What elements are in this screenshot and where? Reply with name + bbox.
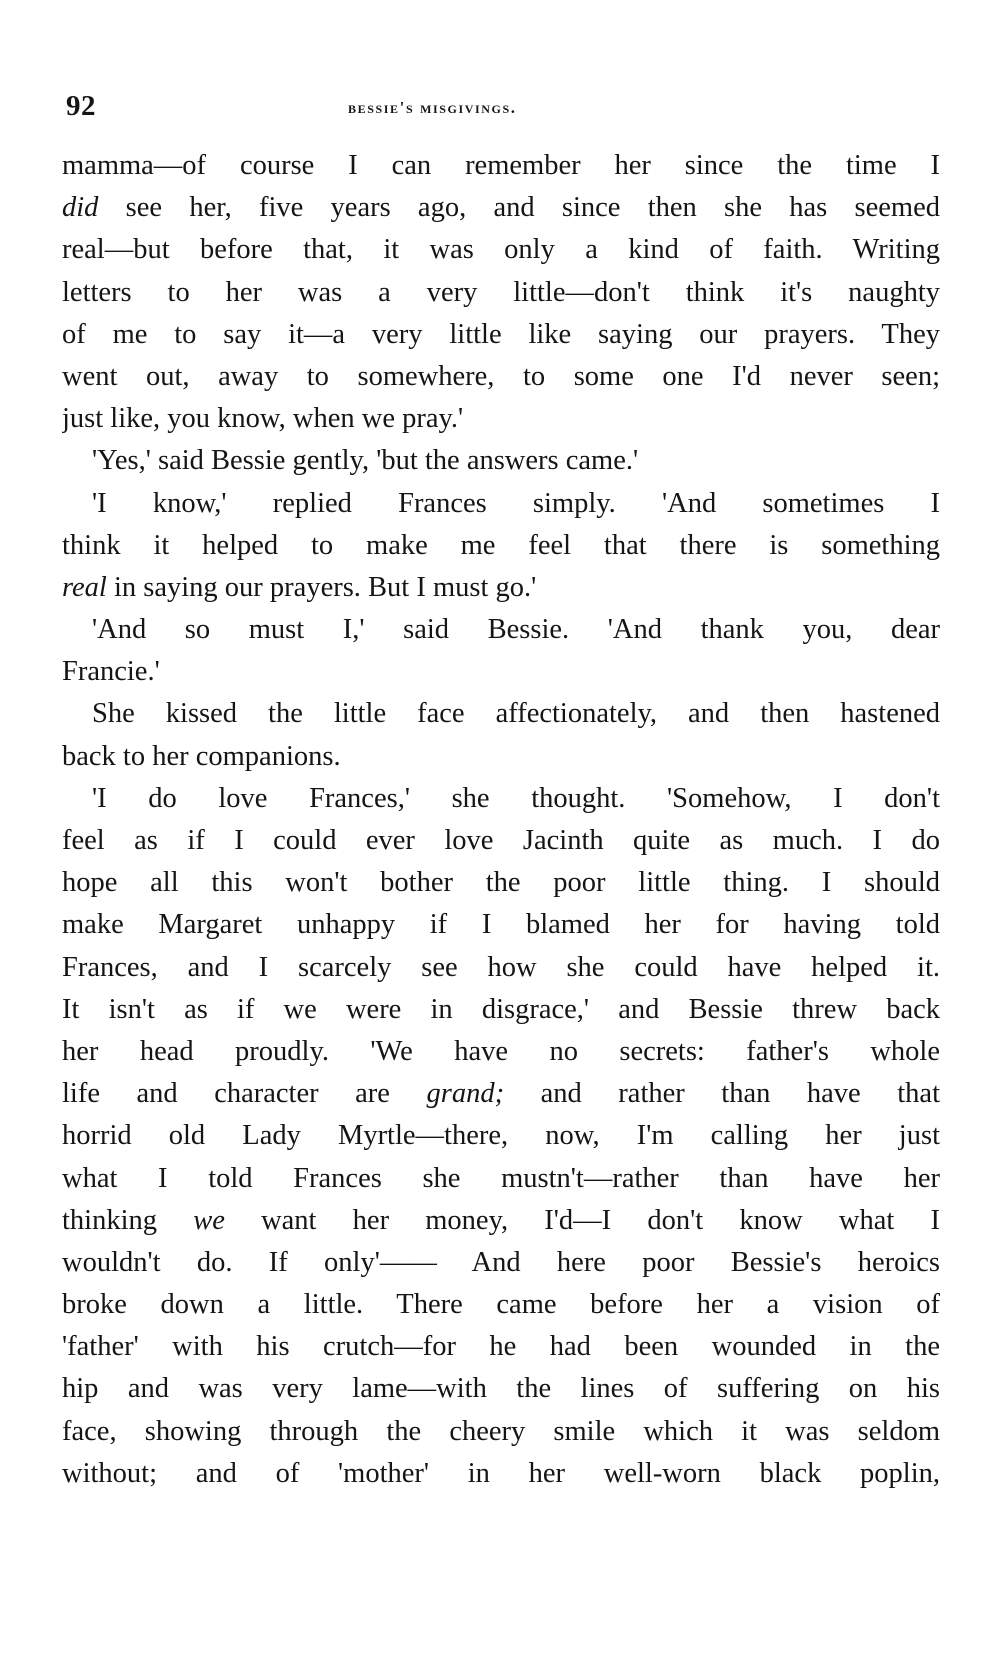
text-line <box>62 904 940 946</box>
text-line <box>62 862 940 904</box>
italic-text: grand; <box>426 1078 505 1110</box>
text-line <box>62 1073 940 1115</box>
text-line <box>62 1200 940 1242</box>
text-line <box>62 1411 940 1453</box>
text-segment: face, showing through the cheery smile which it was seldom <box>62 1415 940 1447</box>
text-segment: life and character are <box>62 1078 427 1110</box>
body-text <box>62 145 940 1495</box>
text-segment: of me to say it—a very little like saying our prayers. They <box>62 318 940 350</box>
text-line <box>62 483 940 525</box>
text-line <box>62 145 940 187</box>
text-segment: think it helped to make me feel that there is something <box>62 529 940 561</box>
page-number: 92 <box>66 90 96 122</box>
text-segment: see her, five years ago, and since then she has seemed <box>98 192 940 224</box>
text-line <box>62 609 940 651</box>
text-line <box>62 1453 940 1495</box>
text-line <box>62 1158 940 1200</box>
text-segment: 'father' with his crutch—for he had been wounded in the <box>62 1331 940 1363</box>
text-line <box>62 989 940 1031</box>
text-line <box>62 1284 940 1326</box>
text-line <box>62 1031 940 1073</box>
text-line <box>62 1326 940 1368</box>
text-segment: 'And so must I,' said Bessie. 'And thank you, dear <box>92 614 940 646</box>
text-segment: feel as if I could ever love Jacinth quite as much. I do <box>62 825 940 856</box>
text-segment: wouldn't do. If only'—— And here poor Bessie's heroics <box>62 1246 940 1278</box>
text-segment: her head proudly. 'We have no secrets: father's whole <box>62 1035 940 1067</box>
text-line <box>62 440 940 482</box>
text-segment: hope all this won't bother the poor little thing. I should <box>62 867 940 899</box>
text-segment: real—but before that, it was only a kind of faith. Writing <box>62 234 940 266</box>
text-line <box>62 398 940 440</box>
text-line <box>62 187 940 229</box>
text-line <box>62 356 940 398</box>
text-line <box>62 272 940 314</box>
italic-text: we <box>193 1204 225 1236</box>
text-segment: in saying our prayers. But I must go.' <box>106 571 537 603</box>
text-line <box>62 947 940 989</box>
text-line <box>62 229 940 271</box>
running-title: bessie's misgivings. <box>348 98 517 117</box>
text-segment: want her money, I'd—I don't know what I <box>224 1204 940 1236</box>
text-segment: 'I know,' replied Frances simply. 'And sometimes I <box>92 487 940 519</box>
text-line <box>62 820 940 862</box>
text-line <box>62 1242 940 1284</box>
text-segment: Frances, and I scarcely see how she could have helped it. <box>62 951 940 983</box>
text-segment: without; and of 'mother' in her well-worn black poplin, <box>62 1457 940 1489</box>
text-line <box>62 314 940 356</box>
running-head <box>66 90 936 130</box>
text-segment: and rather than have that <box>504 1078 940 1110</box>
text-line <box>62 651 940 693</box>
text-segment: broke down a little. There came before her a vision of <box>62 1289 940 1321</box>
text-segment: just like, you know, when we pray.' <box>62 403 464 435</box>
text-segment: went out, away to somewhere, to some one I'd never seen; <box>62 360 940 392</box>
text-line <box>62 567 940 609</box>
text-segment: thinking <box>62 1204 194 1236</box>
text-segment: Francie.' <box>62 656 160 688</box>
text-line <box>62 1115 940 1157</box>
italic-text: did <box>62 192 99 224</box>
text-line <box>62 525 940 567</box>
text-segment: It isn't as if we were in disgrace,' and Bessie threw back <box>62 993 940 1025</box>
text-segment: what I told Frances she mustn't—rather than have her <box>62 1162 940 1194</box>
text-line <box>62 1368 940 1410</box>
text-line <box>62 693 940 735</box>
text-segment: 'Yes,' said Bessie gently, 'but the answers came.' <box>92 445 639 477</box>
text-segment: hip and was very lame—with the lines of suffering on his <box>62 1373 940 1405</box>
text-line <box>62 736 940 778</box>
text-segment: She kissed the little face affectionately, and then hastened <box>92 698 940 730</box>
text-segment: back to her companions. <box>62 740 341 772</box>
text-segment: make Margaret unhappy if I blamed her for having told <box>62 909 940 941</box>
text-segment: 'I do love Frances,' she thought. 'Somehow, I don't <box>92 782 940 814</box>
text-segment: mamma—of course I can remember her since the time I <box>62 150 940 181</box>
text-segment: letters to her was a very little—don't think it's naughty <box>62 276 940 308</box>
text-line <box>62 778 940 820</box>
italic-text: real <box>62 571 107 603</box>
text-segment: horrid old Lady Myrtle—there, now, I'm calling her just <box>62 1120 940 1152</box>
